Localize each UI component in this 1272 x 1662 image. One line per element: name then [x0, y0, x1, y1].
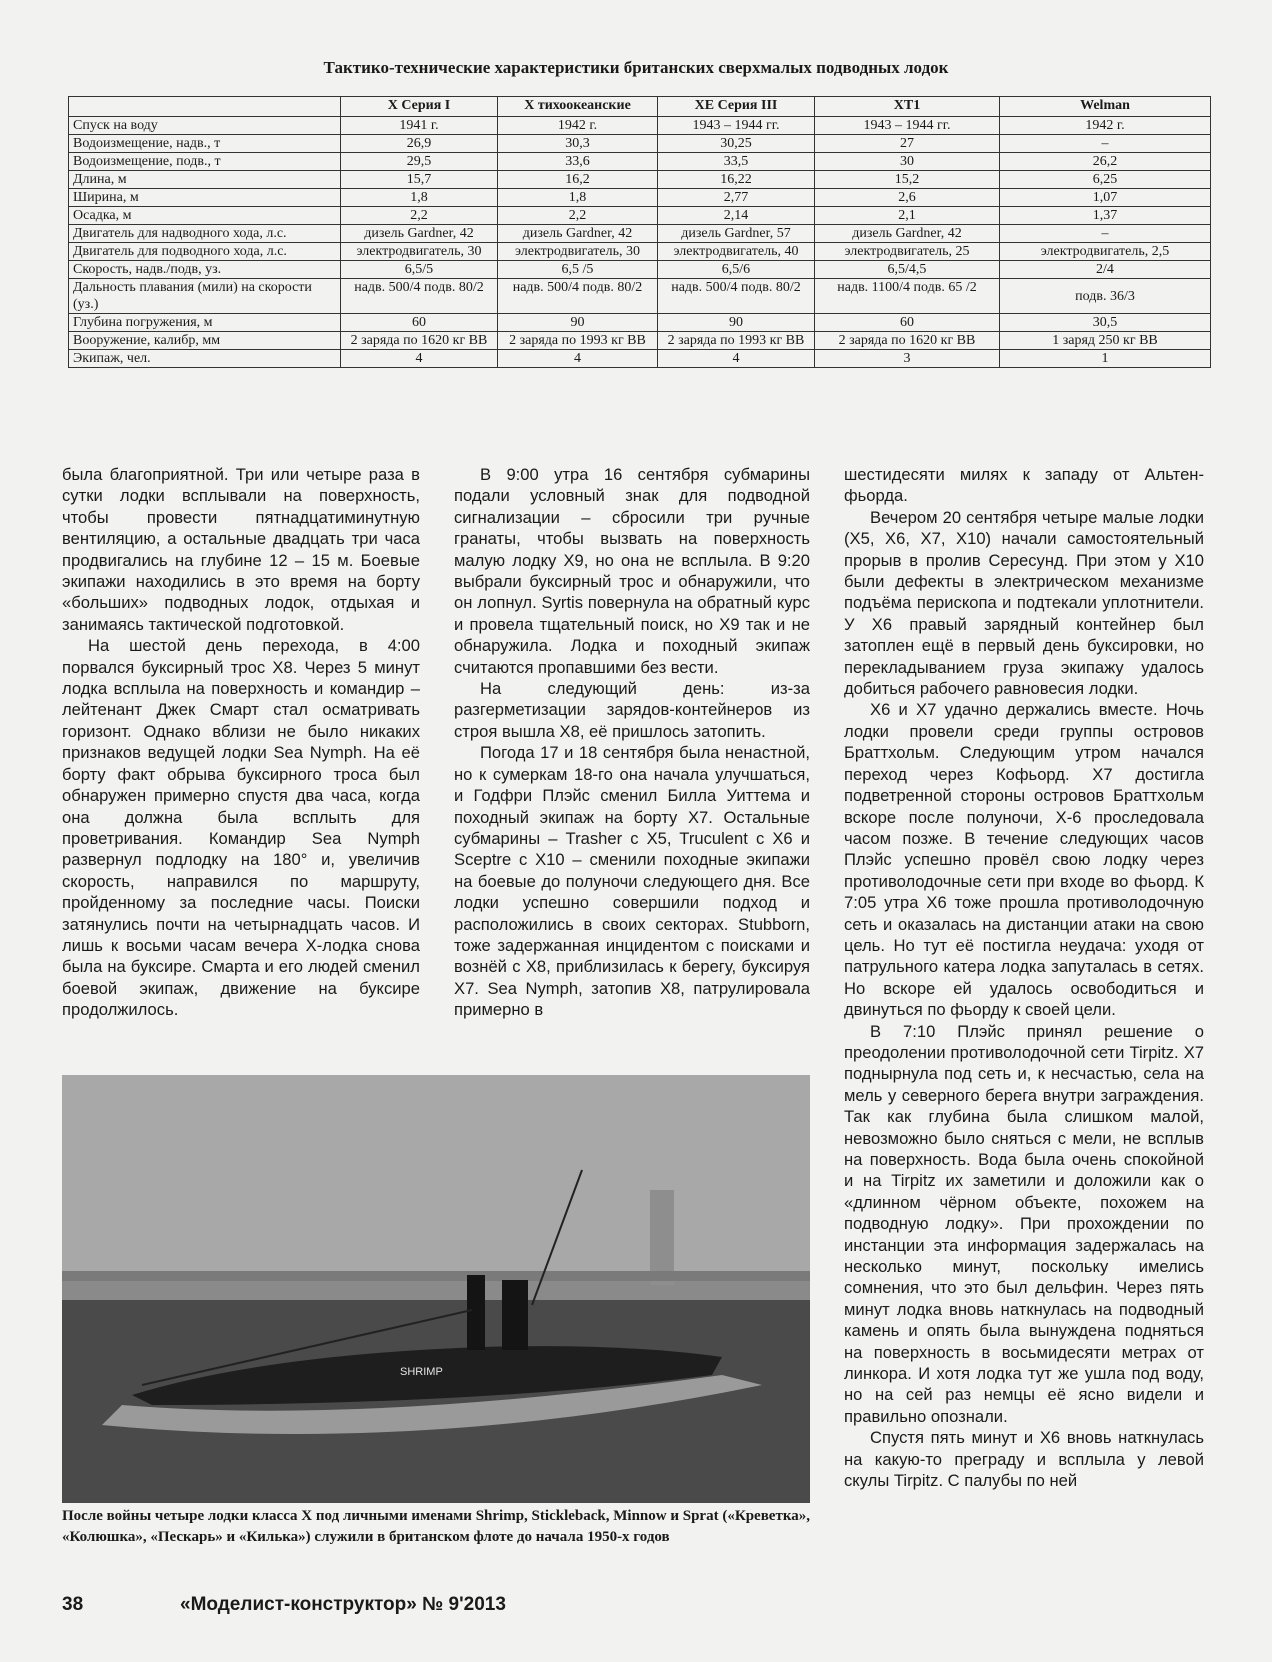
table-cell: электродвигатель, 2,5 — [1000, 243, 1211, 261]
row-label: Глубина погружения, м — [69, 314, 341, 332]
table-row — [69, 243, 1211, 261]
row-label: Ширина, м — [69, 189, 341, 207]
table-cell: 4 — [658, 350, 815, 368]
table-cell: 2,2 — [498, 207, 658, 225]
crew-figure — [467, 1275, 485, 1350]
paragraph: X6 и X7 удачно держались вместе. Ночь лодки провели среди группы островов Браттхольм. Следующим утром начался переход через Кофьорд. X7 достигла подветренной стороны островов Браттхольм вскоре после полуночи, X-6 проследовала часом позже. В течение следующих часов Плэйс успешно провёл свою лодку через противолодочные сети при входе во фьорд. К 7:05 утра X6 тоже прошла противолодочную сеть и оказалась на дистанции атаки на свою цель. Но тут её постигла неудача: уходя от патрульного катера лодка запуталась в сетях. Но вскоре ей удалось освободиться и двинуться по фьорду к своей цели. — [844, 700, 1204, 1020]
row-label: Осадка, м — [69, 207, 341, 225]
table-cell: 2,14 — [658, 207, 815, 225]
table-cell: 27 — [815, 135, 1000, 153]
table-cell: электродвигатель, 30 — [498, 243, 658, 261]
table-row — [69, 350, 1211, 368]
row-label: Длина, м — [69, 171, 341, 189]
table-cell: 30 — [815, 153, 1000, 171]
table-cell: 2,77 — [658, 189, 815, 207]
table-cell: 2,2 — [341, 207, 498, 225]
table-row — [69, 332, 1211, 350]
water-tower — [650, 1190, 674, 1285]
table-row — [69, 171, 1211, 189]
table-cell: 60 — [815, 314, 1000, 332]
table-row — [69, 207, 1211, 225]
header-cell: X тихоокеанские — [498, 97, 658, 117]
table-cell: 30,25 — [658, 135, 815, 153]
table-cell: 1,8 — [341, 189, 498, 207]
header-cell: XT1 — [815, 97, 1000, 117]
submarine-photo-graphic — [62, 1075, 810, 1503]
table-cell: 6,5/6 — [658, 261, 815, 279]
table-cell: 26,2 — [1000, 153, 1211, 171]
table-cell: 90 — [498, 314, 658, 332]
text-column-1 — [62, 464, 420, 1021]
table-cell: 1941 г. — [341, 117, 498, 135]
table-cell: 2 заряда по 1620 кг ВВ — [815, 332, 1000, 350]
table-cell: 6,25 — [1000, 171, 1211, 189]
table-row — [69, 261, 1211, 279]
header-cell: Welman — [1000, 97, 1211, 117]
table-cell: 1943 – 1944 гг. — [815, 117, 1000, 135]
page-number: 38 — [62, 1594, 84, 1615]
row-label: Двигатель для надводного хода, л.с. — [69, 225, 341, 243]
row-label: Дальность плавания (мили) на скорости (уз.) — [69, 279, 341, 314]
table-row — [69, 279, 1211, 314]
table-cell: 26,9 — [341, 135, 498, 153]
table-cell: электродвигатель, 40 — [658, 243, 815, 261]
table-cell: 4 — [498, 350, 658, 368]
submarine-photo — [62, 1075, 810, 1503]
row-label: Водоизмещение, надв., т — [69, 135, 341, 153]
table-cell: 6,5/5 — [341, 261, 498, 279]
table-cell: 1 — [1000, 350, 1211, 368]
header-cell: XE Серия III — [658, 97, 815, 117]
header-cell — [69, 97, 341, 117]
row-label: Скорость, надв./подв, уз. — [69, 261, 341, 279]
table-cell: 1,37 — [1000, 207, 1211, 225]
header-cell: X Серия I — [341, 97, 498, 117]
paragraph: В 9:00 утра 16 сентября субмарины подали условный знак для подводной сигнализации – сбросили три ручные гранаты, чтобы вызвать на поверхность малую лодку X9, но она не всплыла. В 9:20 выбрали буксирный трос и обнаружили, что он лопнул. Syrtis повернула на обратный курс и провела тщательный поиск, но X9 так и не обнаружила. Лодка и походный экипаж считаются пропавшими без вести. — [454, 465, 810, 677]
table-cell: – — [1000, 225, 1211, 243]
table-row — [69, 117, 1211, 135]
table-cell: дизель Gardner, 42 — [815, 225, 1000, 243]
row-label: Водоизмещение, подв., т — [69, 153, 341, 171]
table-title: Тактико-технические характеристики британских сверхмалых подводных лодок — [323, 58, 949, 77]
row-label: Спуск на воду — [69, 117, 341, 135]
paragraph: Вечером 20 сентября четыре малые лодки (X5, X6, X7, X10) начали самостоятельный прорыв в пролив Сересунд. При этом у X10 были дефекты в электрическом механизме подъёма перископа и подтекали уплотнители. У X6 правый зарядный контейнер был затоплен ещё в первый день буксировки, но перекладыванием груза экипажу удалось добиться рабочего равновесия лодки. — [844, 507, 1204, 699]
table-cell: 2 заряда по 1993 кг ВВ — [498, 332, 658, 350]
magazine-name: «Моделист-конструктор» № 9'2013 — [180, 1594, 506, 1615]
table-cell: надв. 500/4 подв. 80/2 — [658, 279, 815, 314]
table-cell: 1943 – 1944 гг. — [658, 117, 815, 135]
text-column-2 — [454, 464, 810, 1021]
paragraph: шестидесяти милях к западу от Альтен-фьорда. — [844, 465, 1204, 506]
table-cell: электродвигатель, 25 — [815, 243, 1000, 261]
row-label: Экипаж, чел. — [69, 350, 341, 368]
paragraph: Погода 17 и 18 сентября была ненастной, но к сумеркам 18-го она начала улучшаться, и Годфри Плэйс сменил Билла Уиттема и походный экипаж на борту X7. Остальные субмарины – Trasher с X5, Truculent с X6 и Sceptre с X10 – сменили походные экипажи на боевые до полуночи следующего дня. Все лодки успешно совершили подход и расположились в своих секторах. Stubborn, тоже задержанная инцидентом с поисками и вознёй с X8, приблизилась к берегу, буксируя X7. Sea Nymph, затопив X8, патрулировала примерно в — [454, 743, 810, 1020]
table-cell: 33,6 — [498, 153, 658, 171]
hull-label: SHRIMP — [400, 1366, 443, 1378]
table-cell: 1,8 — [498, 189, 658, 207]
paragraph: была благоприятной. Три или четыре раза в сутки лодки всплывали на поверхность, чтобы провести пятнадцатиминутную вентиляцию, а остальные двадцать три часа продвигались на глубине 12 – 15 м. Боевые экипажи находились в это время на борту «больших» подводных лодок, отдыхая и занимаясь тактической подготовкой. — [62, 465, 420, 634]
table-cell: 6,5/4,5 — [815, 261, 1000, 279]
table-header-row — [69, 97, 1211, 117]
table-cell: – — [1000, 135, 1211, 153]
table-cell: 29,5 — [341, 153, 498, 171]
table-cell: 1,07 — [1000, 189, 1211, 207]
table-cell: 15,2 — [815, 171, 1000, 189]
row-label: Двигатель для подводного хода, л.с. — [69, 243, 341, 261]
table-row — [69, 135, 1211, 153]
table-cell: 2 заряда по 1993 кг ВВ — [658, 332, 815, 350]
paragraph: На следующий день: из-за разгерметизации зарядов-контейнеров из строя вышла X8, её пришлось затопить. — [454, 679, 810, 741]
paragraph: Спустя пять минут и X6 вновь наткнулась на какую-то преграду и всплыла у левой скулы Tirpitz. С палубы по ней — [844, 1428, 1204, 1491]
table-cell: дизель Gardner, 42 — [498, 225, 658, 243]
table-row — [69, 314, 1211, 332]
photo-caption: После войны четыре лодки класса X под личными именами Shrimp, Stickleback, Minnow и Sprat («Креветка», «Колюшка», «Пескарь» и «Килька») служили в британском флоте до начала 1950-х годов — [62, 1508, 810, 1545]
row-label: Вооружение, калибр, мм — [69, 332, 341, 350]
paragraph: На шестой день перехода, в 4:00 порвался буксирный трос X8. Через 5 минут лодка всплыла на поверхность и командир – лейтенант Джек Смарт стал осматривать горизонт. Однако вблизи не было никаких признаков ведущей лодки Sea Nymph. На её борту факт обрыва буксирного троса был обнаружен примерно спустя два часа, когда она должна была всплыть для проветривания. Командир Sea Nymph развернул подлодку на 180° и, увеличив скорость, направился по маршруту, пройденному за последние часы. Поиски затянулись почти на четырнадцать часов. И лишь к восьми часам вечера X-лодка снова была на буксире. Смарта и его людей сменил боевой экипаж, движение на буксире продолжилось. — [62, 636, 420, 1020]
table-cell: 2,1 — [815, 207, 1000, 225]
table-cell: 4 — [341, 350, 498, 368]
table-cell: 1942 г. — [498, 117, 658, 135]
paragraph: В 7:10 Плэйс принял решение о преодолении противолодочной сети Tirpitz. X7 поднырнула под сеть и, к несчастью, села на мель у северного берега внутри заграждения. Так как глубина была слишком малой, невозможно было сняться с мели, не всплыв на поверхность. Вода была очень спокойной и на Tirpitz их заметили и доложили как о «длинном чёрном объекте, похожем на подводную лодку». При прохождении по инстанции эта информация задержалась на несколько минут, поскольку имелись сомнения, что это был дельфин. Через пять минут лодка вновь наткнулась на подводный камень и опять была вынуждена подняться на поверхность в восьмидесяти метрах от линкора. И хотя лодка тут же ушла под воду, но на сей раз немцы её ясно видели и правильно опознали. — [844, 1021, 1204, 1426]
specs-table — [68, 96, 1211, 368]
table-cell: дизель Gardner, 57 — [658, 225, 815, 243]
table-cell: 16,2 — [498, 171, 658, 189]
table-cell: 1942 г. — [1000, 117, 1211, 135]
table-cell: 1 заряд 250 кг ВВ — [1000, 332, 1211, 350]
table-cell: 15,7 — [341, 171, 498, 189]
table-cell: надв. 500/4 подв. 80/2 — [341, 279, 498, 314]
table-cell: 16,22 — [658, 171, 815, 189]
table-cell: дизель Gardner, 42 — [341, 225, 498, 243]
table-cell: 90 — [658, 314, 815, 332]
table-cell: надв. 1100/4 подв. 65 /2 — [815, 279, 1000, 314]
table-cell: 2 заряда по 1620 кг ВВ — [341, 332, 498, 350]
table-cell: 2/4 — [1000, 261, 1211, 279]
text-column-3 — [844, 464, 1204, 1492]
table-cell: 6,5 /5 — [498, 261, 658, 279]
crew-figure — [502, 1280, 528, 1350]
table-cell: 30,3 — [498, 135, 658, 153]
table-cell: 33,5 — [658, 153, 815, 171]
table-row — [69, 225, 1211, 243]
table-cell: 3 — [815, 350, 1000, 368]
table-cell: подв. 36/3 — [1000, 279, 1211, 314]
table-cell: надв. 500/4 подв. 80/2 — [498, 279, 658, 314]
table-cell: 30,5 — [1000, 314, 1211, 332]
table-row — [69, 153, 1211, 171]
table-cell: 2,6 — [815, 189, 1000, 207]
table-cell: электродвигатель, 30 — [341, 243, 498, 261]
table-row — [69, 189, 1211, 207]
table-cell: 60 — [341, 314, 498, 332]
